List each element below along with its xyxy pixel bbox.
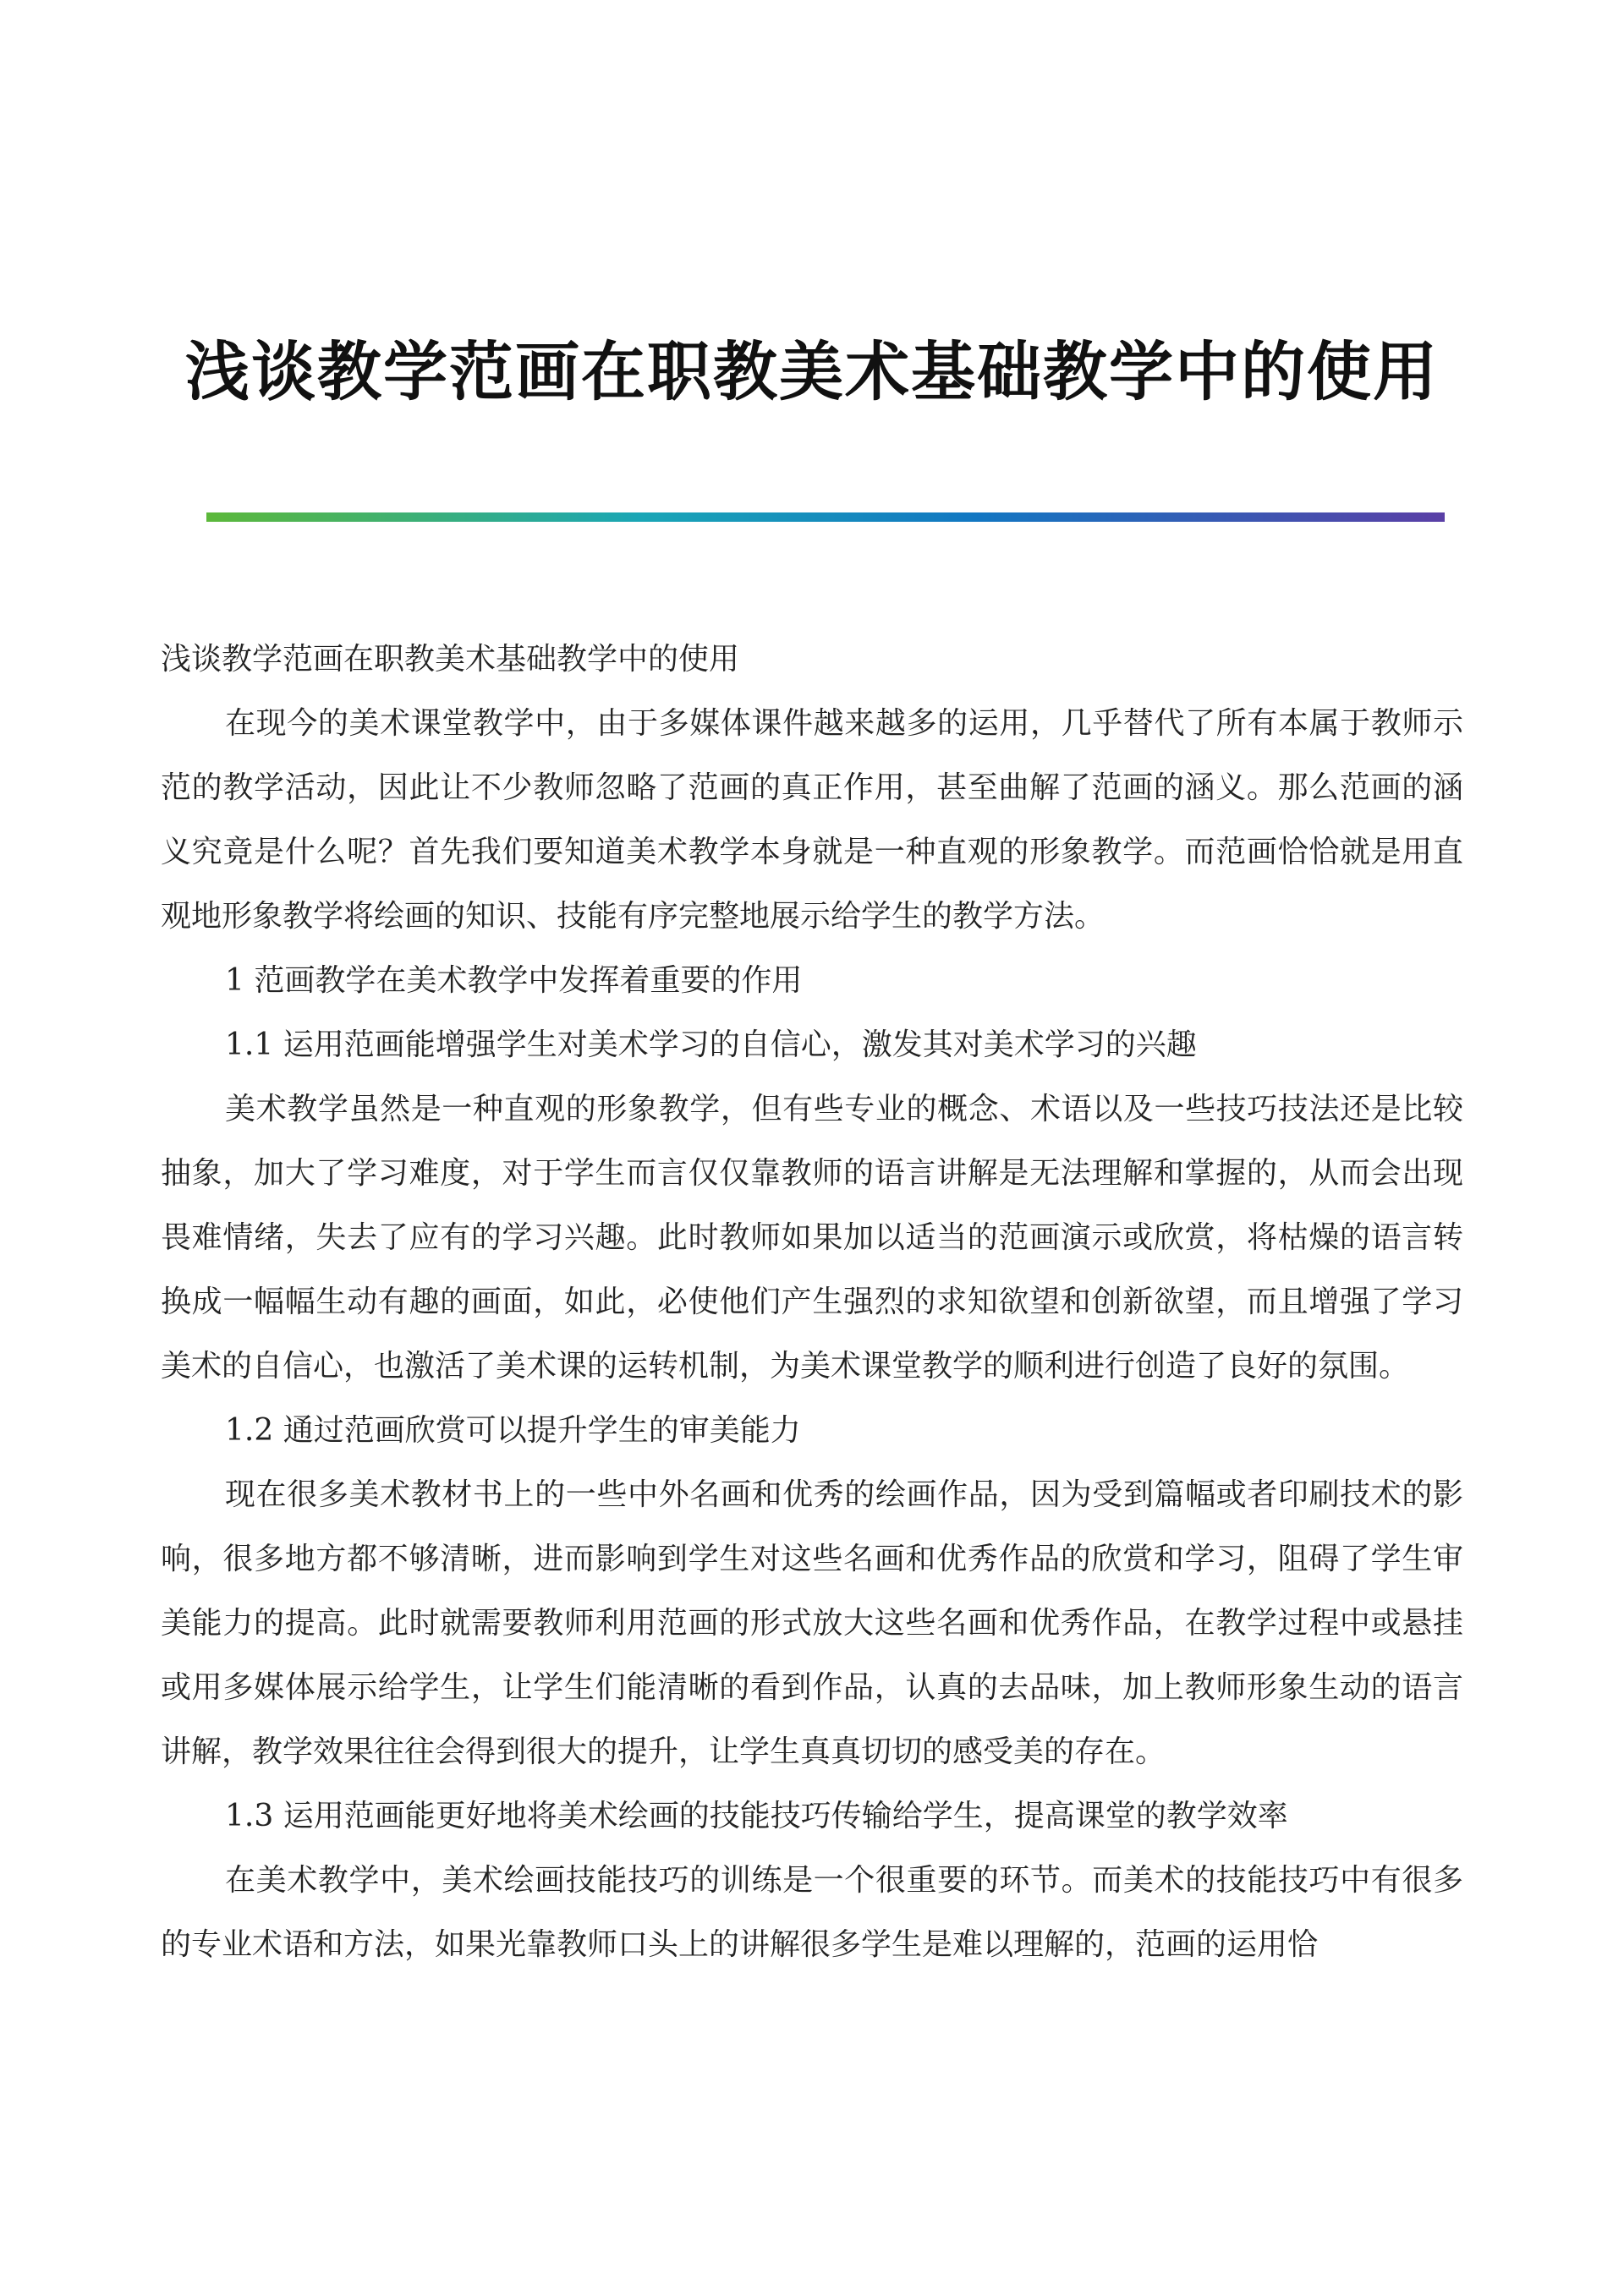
paragraph-intro: 在现今的美术课堂教学中，由于多媒体课件越来越多的运用，几乎替代了所有本属于教师示范的教学活动，因此让不少教师忽略了范画的真正作用，甚至曲解了范画的涵义。那么范画的涵义究竟是什么呢？首先我们要知道美术教学本身就是一种直观的形象教学。而范画恰恰就是用直观地形象教学将绘画的知识、技能有序完整地展示给学生的教学方法。 [161,706,1463,934]
section-heading-1-3: 1.3 运用范画能更好地将美术绘画的技能技巧传输给学生，提高课堂的教学效率 [225,1799,1288,1833]
section-heading-1-1: 1.1 运用范画能增强学生对美术学习的自信心，激发其对美术学习的兴趣 [225,1027,1197,1062]
section-heading-1: 1 范画教学在美术教学中发挥着重要的作用 [225,963,803,998]
paragraph-1-1: 美术教学虽然是一种直观的形象教学，但有些专业的概念、术语以及一些技巧技法还是比较抽象，加大了学习难度，对于学生而言仅仅靠教师的语言讲解是无法理解和掌握的，从而会出现畏难情绪，失去了应有的学习兴趣。此时教师如果加以适当的范画演示或欣赏，将枯燥的语言转换成一幅幅生动有趣的画面，如此，必使他们产生强烈的求知欲望和创新欲望，而且增强了学习美术的自信心，也激活了美术课的运转机制，为美术课堂教学的顺利进行创造了良好的氛围。 [161,1092,1463,1384]
page-title: 浅谈教学范画在职教美术基础教学中的使用 [185,334,1439,409]
paragraph-1-3: 在美术教学中，美术绘画技能技巧的训练是一个很重要的环节。而美术的技能技巧中有很多的专业术语和方法，如果光靠教师口头上的讲解很多学生是难以理解的，范画的运用恰 [161,1863,1463,1962]
paragraph-1-2: 现在很多美术教材书上的一些中外名画和优秀的绘画作品，因为受到篇幅或者印刷技术的影响，很多地方都不够清晰，进而影响到学生对这些名画和优秀作品的欣赏和学习，阻碍了学生审美能力的提高。此时就需要教师利用范画的形式放大这些名画和优秀作品，在教学过程中或悬挂或用多媒体展示给学生，让学生们能清晰的看到作品，认真的去品味，加上教师形象生动的语言讲解，教学效果往往会得到很大的提升，让学生真真切切的感受美的存在。 [161,1477,1463,1769]
document-subtitle: 浅谈教学范画在职教美术基础教学中的使用 [161,642,740,677]
section-heading-1-2: 1.2 通过范画欣赏可以提升学生的审美能力 [225,1413,801,1448]
document-body [161,627,1463,1977]
title-divider [206,512,1445,522]
